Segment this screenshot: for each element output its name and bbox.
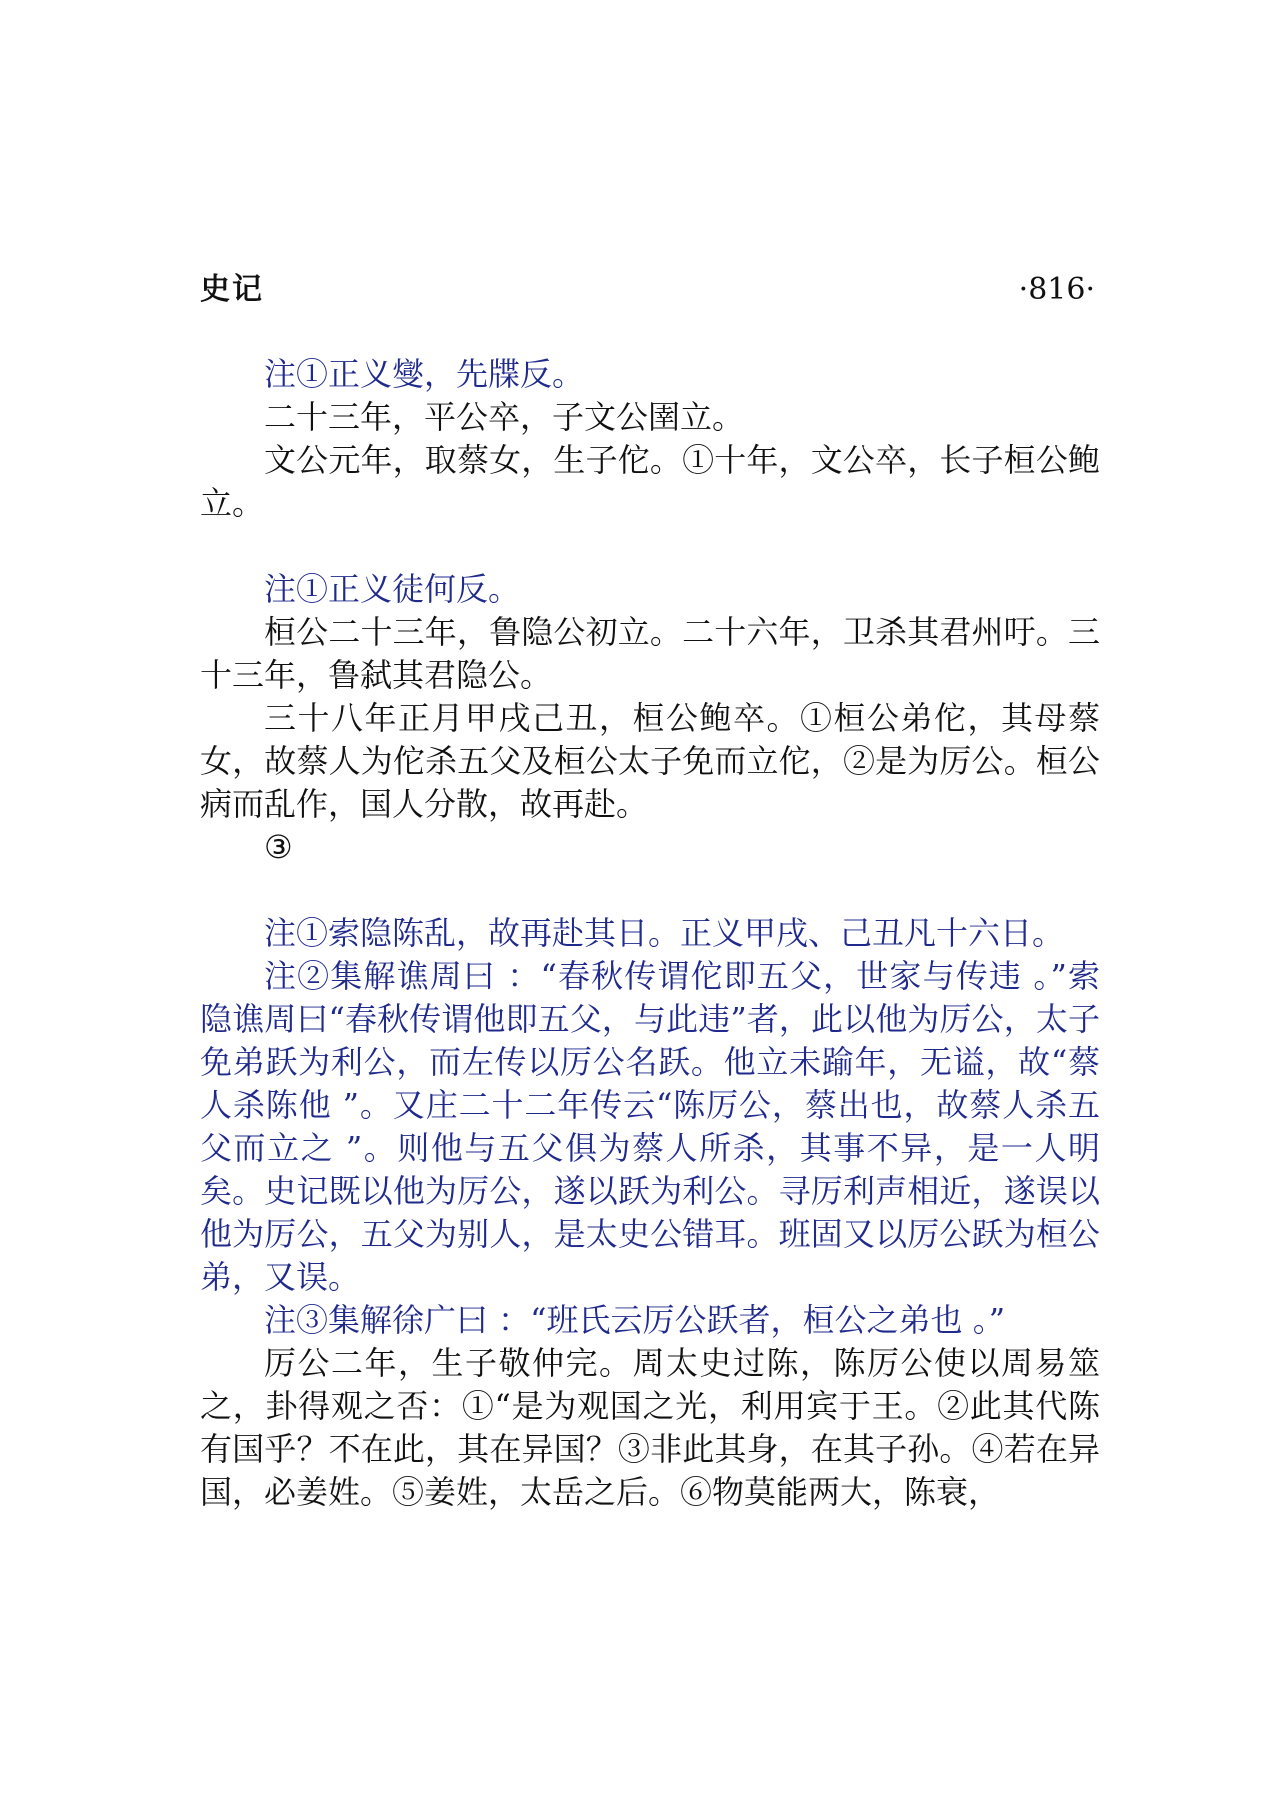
text-paragraph: ③	[264, 828, 293, 866]
annotation-paragraph: 注①正义燮，先牒反。	[264, 355, 585, 393]
annotation-paragraph: 注②集解谯周曰 ：“春秋传谓佗即五父，世家与传违 。”索隐谯周曰“春秋传谓他即五父，与此违”者，此以他为厉公，太子免弟跃为利公，而左传以厉公名跃。他立未踰年，无谥，故“蔡人杀陈他 ”。又庄二十二年传云“陈厉公，蔡出也，故蔡人杀五父而立之 ”。则他与五父俱为蔡人所杀，其事不异，是一人明矣。史记既以他为厉公，遂以跃为利公。寻厉利声相近，遂误以他为厉公，五父为别人，是太史公错耳。班固又以厉公跃为桓公弟，又误。	[200, 957, 1100, 1296]
text-paragraph: 二十三年，平公卒，子文公圉立。	[264, 398, 745, 436]
page-header	[200, 268, 1095, 312]
text-paragraph: 文公元年，取蔡女，生子佗。①十年，文公卒，长子桓公鲍立。	[200, 441, 1100, 522]
text-paragraph: 厉公二年，生子敬仲完。周太史过陈，陈厉公使以周易筮之，卦得观之否：①“是为观国之光，利用宾于王。②此其代陈有国乎？不在此，其在异国？③非此其身，在其子孙。④若在异国，必姜姓。⑤姜姓，太岳之后。⑥物莫能两大，陈衰，	[200, 1344, 1100, 1511]
page-content	[200, 353, 1100, 1514]
text-paragraph: 桓公二十三年，鲁隐公初立。二十六年，卫杀其君州吁。三十三年，鲁弑其君隐公。	[200, 613, 1100, 694]
annotation-paragraph: 注①正义徒何反。	[264, 570, 521, 608]
book-title: 史记	[200, 272, 264, 307]
annotation-paragraph: 注③集解徐广曰 ：“班氏云厉公跃者，桓公之弟也 。”	[264, 1301, 1006, 1339]
text-paragraph: 三十八年正月甲戌己丑，桓公鲍卒。①桓公弟佗，其母蔡女，故蔡人为佗杀五父及桓公太子免而立佗，②是为厉公。桓公病而乱作，国人分散，故再赴。	[200, 699, 1100, 823]
annotation-paragraph: 注①索隐陈乱，故再赴其日。正义甲戌、己丑凡十六日。	[264, 914, 1065, 952]
page-number: ·816·	[1018, 272, 1095, 307]
